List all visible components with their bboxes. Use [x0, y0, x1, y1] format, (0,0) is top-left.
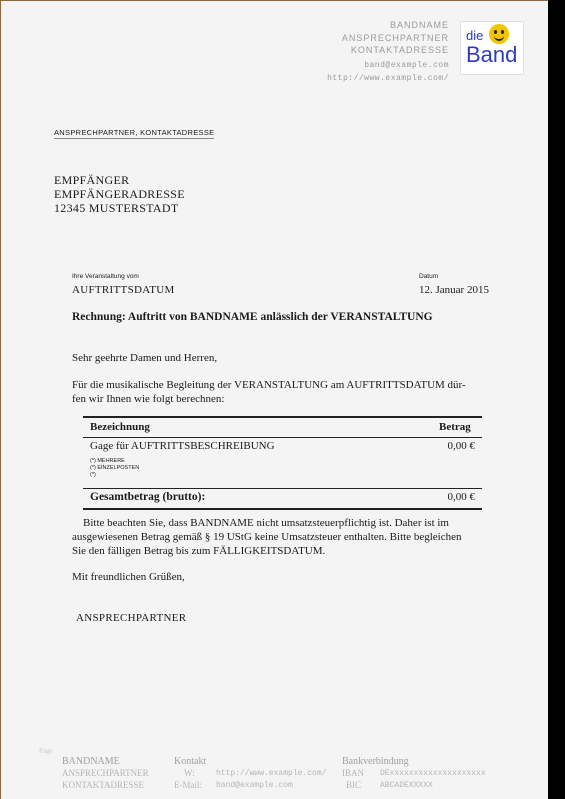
footer-mail-label: E-Mail: — [174, 780, 202, 790]
logo-band-text: Band — [466, 42, 518, 67]
footer-band-line-2: KONTAKTADRESSE — [62, 780, 145, 790]
total-amount: 0,00 € — [447, 491, 475, 503]
recipient-name: EMPFÄNGER — [54, 173, 130, 187]
table-total-rule — [83, 488, 482, 489]
total-label: Gesamtbetrag (brutto): — [90, 491, 206, 503]
header-email[interactable]: band@example.com — [364, 61, 449, 70]
recipient-city: 12345 MUSTERSTADT — [54, 201, 179, 215]
tax-note-line-3: Sie den fälligen Betrag bis zum FÄLLIGKEITSDATUM. — [72, 545, 326, 557]
header-band-name: BANDNAME — [389, 20, 449, 30]
table-header-rule — [83, 437, 482, 438]
sender-return-line: ANSPRECHPARTNER, KONTAKTADRESSE — [54, 128, 215, 137]
smiley-icon — [489, 24, 509, 44]
logo-die-text: die — [466, 28, 484, 43]
date-value: 12. Januar 2015 — [419, 284, 489, 296]
item-amount: 0,00 € — [447, 440, 475, 452]
tax-note-line-2: ausgewiesenen Betrag gemäß § 19 UStG keine Umsatzsteuer enthalten. Bitte begleichen — [72, 531, 462, 543]
table-bottom-rule — [83, 508, 482, 510]
footer-mail-value[interactable]: band@example.com — [216, 781, 293, 790]
signature-name: ANSPRECHPARTNER — [76, 612, 187, 624]
closing: Mit freundlichen Grüßen, — [72, 571, 185, 583]
header-url[interactable]: http://www.example.com/ — [327, 74, 449, 83]
item-description: Gage für AUFTRITTSBESCHREIBUNG — [90, 440, 275, 452]
table-top-rule — [83, 416, 482, 418]
recipient-address: EMPFÄNGERADRESSE — [54, 187, 185, 201]
footer-web-value[interactable]: http://www.example.com/ — [216, 769, 327, 778]
footer-bank-heading: Bankverbindung — [342, 756, 409, 767]
footer-bic-value: ABCADEXXXXX — [380, 781, 433, 790]
item-detail-3: (*) — [90, 472, 96, 478]
band-logo — [460, 21, 524, 75]
footer-web-label: W: — [184, 768, 195, 778]
header-contact-person: ANSPRECHPARTNER — [341, 33, 449, 43]
footer-band-line-1: ANSPRECHPARTNER — [62, 768, 149, 778]
salutation: Sehr geehrte Damen und Herren, — [72, 352, 218, 364]
intro-line-1: Für die musikalische Begleitung der VERANSTALTUNG am AUFTRITTSDATUM dür- — [72, 379, 466, 391]
event-date-label: Ihre Veranstaltung vom — [72, 273, 139, 280]
footer-band-heading: BANDNAME — [62, 756, 120, 767]
tax-note-line-1: Bitte beachten Sie, dass BANDNAME nicht umsatzsteuerpflichtig ist. Daher ist im — [83, 517, 449, 529]
footer-contact-heading: Kontakt — [174, 756, 207, 767]
intro-line-2: fen wir Ihnen wie folgt berechnen: — [72, 393, 225, 405]
event-date-value: AUFTRITTSDATUM — [72, 284, 175, 296]
column-header-amount: Betrag — [439, 421, 471, 433]
date-label: Datum — [419, 273, 439, 280]
item-detail-1: (*) MEHRERE — [90, 458, 125, 464]
item-detail-2: (*) EINZELPOSTEN — [90, 465, 140, 471]
invoice-subject: Rechnung: Auftritt von BANDNAME anlässlich der VERANSTALTUNG — [72, 311, 433, 323]
header-contact-address: KONTAKTADRESSE — [350, 45, 449, 55]
footer-side-text: Page — [39, 747, 53, 755]
column-header-description: Bezeichnung — [90, 421, 150, 433]
footer-iban-label: IBAN — [342, 768, 364, 778]
footer-iban-value: DExxxxxxxxxxxxxxxxxxxx — [380, 769, 486, 778]
footer-bic-label: BIC — [346, 780, 362, 790]
